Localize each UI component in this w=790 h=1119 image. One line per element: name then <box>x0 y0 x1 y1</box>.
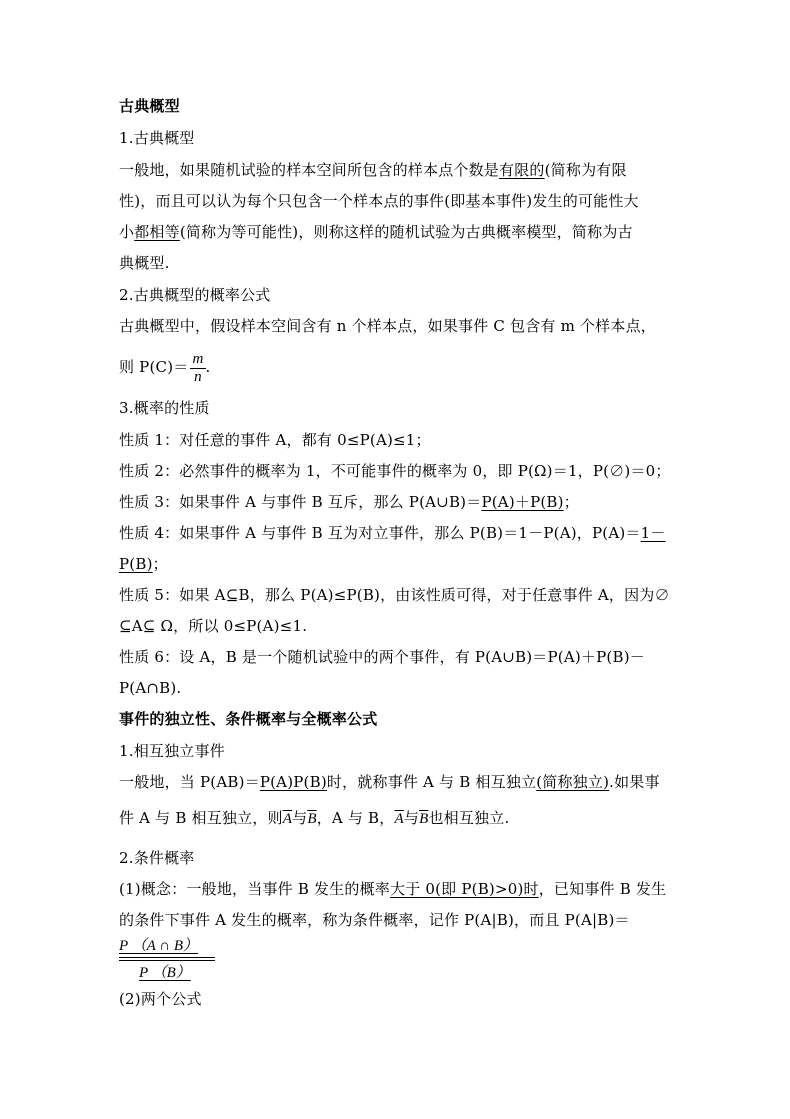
complement-A: $\overline{A}$ <box>394 811 404 827</box>
heading-probability-formula: 2.古典概型的概率公式 <box>119 286 271 304</box>
text-run: 性质 4：如果事件 A 与事件 B 互为对立事件，那么 P(B)＝1－P(A)，P(A)＝ <box>119 524 641 542</box>
fraction-denominator: P （B） <box>119 960 215 983</box>
section-title-independence: 事件的独立性、条件概率与全概率公式 <box>119 710 378 728</box>
text-run: (简称为有限 <box>544 161 627 179</box>
underlined-answer: P(B) <box>119 555 153 573</box>
paragraph-line <box>119 772 679 792</box>
property-6-cont: P(A∩B). <box>119 679 182 697</box>
underlined-answer: P(A)＋P(B) <box>481 493 564 511</box>
paragraph-line <box>119 160 679 180</box>
underlined-answer: (简称独立) <box>536 773 610 791</box>
text-run: . <box>205 358 211 376</box>
formula-line <box>119 348 679 386</box>
text-run: ； <box>563 493 579 511</box>
paragraph-line: 的条件下事件 A 发生的概率，称为条件概率，记作 P(A|B)，而且 P(A|B)＝ <box>119 911 630 929</box>
property-5-cont: ⊆A⊆ Ω，所以 0≤P(A)≤1. <box>119 617 308 635</box>
underlined-answer: P(A)P(B) <box>259 773 327 791</box>
text-run: 性质 3：如果事件 A 与事件 B 互斥，那么 P(A∪B)＝ <box>119 493 482 511</box>
text-run: 时，就称事件 A 与 B 相互独立 <box>326 773 537 791</box>
heading-classical-model: 1.古典概型 <box>119 129 195 147</box>
text-run: (1)概念：一般地，当事件 B 发生的概率 <box>119 880 391 898</box>
text-run: ； <box>152 555 168 573</box>
text-run: 与 <box>292 809 308 827</box>
paragraph-line: 典概型. <box>119 254 170 272</box>
text-run: 一般地，如果随机试验的样本空间所包含的样本点个数是 <box>119 161 500 179</box>
paragraph-line: 性)，而且可以认为每个只包含一个样本点的事件(即基本事件)发生的可能性大 <box>119 192 639 210</box>
property-4-cont <box>119 554 679 574</box>
fraction-denominator: n <box>194 368 202 385</box>
paragraph-line <box>119 808 679 829</box>
text-run: 件 A 与 B 相互独立，则 <box>119 809 283 827</box>
property-6: 性质 6：设 A，B 是一个随机试验中的两个事件，有 P(A∪B)＝P(A)＋P(B)－ <box>119 648 645 666</box>
property-5: 性质 5：如果 A⊆B，那么 P(A)≤P(B)，由该性质可得，对于任意事件 A，因为∅ <box>119 586 670 604</box>
heading-two-formulas: (2)两个公式 <box>119 990 202 1008</box>
fraction-numerator: P （A ∩ B） <box>119 936 215 958</box>
underlined-answer: 有限的 <box>499 161 545 179</box>
section-title-classical: 古典概型 <box>119 97 180 115</box>
property-2: 性质 2：必然事件的概率为 1，不可能事件的概率为 0，即 P(Ω)＝1，P(∅)＝0； <box>119 462 671 480</box>
complement-B: $\overline{B}$ <box>419 811 429 827</box>
underlined-answer: 大于 0(即 P(B)>0)时 <box>390 880 539 898</box>
text-run: 则 P(C)＝ <box>119 358 189 376</box>
text-run: 一般地，当 P(AB)＝ <box>119 773 260 791</box>
heading-independent-events: 1.相互独立事件 <box>119 742 225 760</box>
property-3 <box>119 492 679 512</box>
text-run: 与 <box>403 809 420 827</box>
paragraph-line <box>119 879 679 899</box>
text-run: .如果事 <box>609 773 660 791</box>
underlined-answer: 都相等 <box>134 223 180 241</box>
heading-conditional-probability: 2.条件概率 <box>119 849 195 867</box>
underlined-answer: 1－ <box>640 524 666 542</box>
text-run: 也相互独立. <box>428 809 510 827</box>
text-run: (简称为等可能性)，则称这样的随机试验为古典概率模型，简称为古 <box>179 223 633 241</box>
paragraph-line: 古典概型中，假设样本空间含有 n 个样本点，如果事件 C 包含有 m 个样本点， <box>119 317 656 335</box>
fraction-numerator: m <box>192 350 204 367</box>
heading-properties: 3.概率的性质 <box>119 399 210 417</box>
text-run: 小 <box>119 223 135 241</box>
text-run: ，已知事件 B 发生 <box>538 880 667 898</box>
complement-A: $\overline{A}$ <box>282 811 293 827</box>
complement-B: $\overline{B}$ <box>307 811 317 827</box>
fraction-m-over-n <box>190 351 205 386</box>
property-4 <box>119 523 679 543</box>
text-run: ，A 与 B， <box>316 809 395 827</box>
conditional-probability-fraction <box>119 936 215 983</box>
paragraph-line <box>119 222 679 242</box>
property-1: 性质 1：对任意的事件 A，都有 0≤P(A)≤1； <box>119 431 431 449</box>
